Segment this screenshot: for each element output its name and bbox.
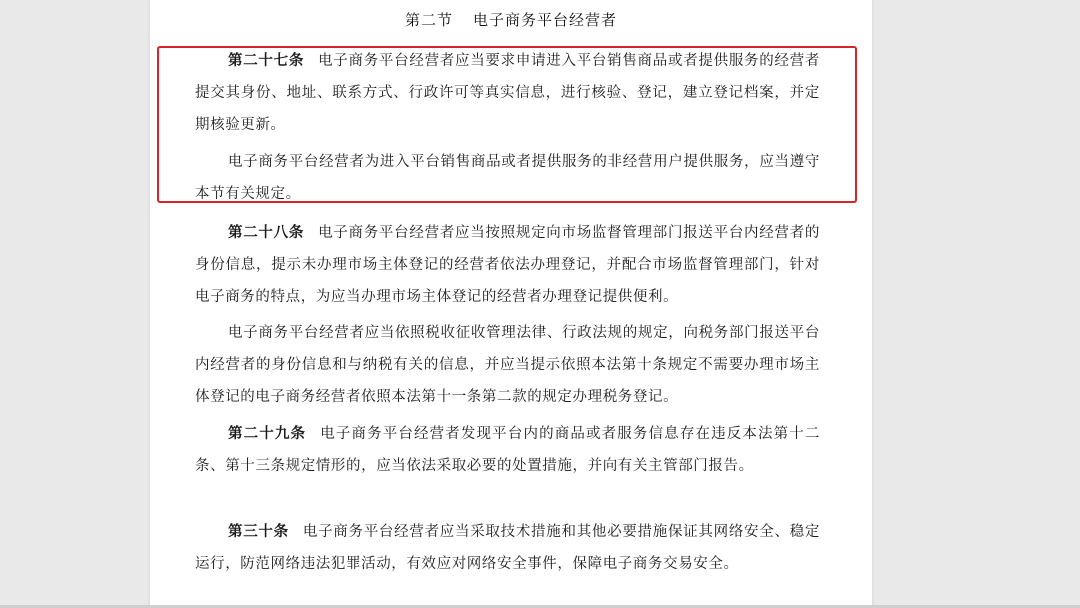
article-28-paragraph-1 [195,217,820,313]
article-28-paragraph-2 [195,317,820,413]
article-number: 第三十条 [228,524,289,540]
article-30-paragraph [195,516,820,580]
section-heading [150,9,872,30]
article-27-paragraph-2 [195,146,820,210]
article-number: 第二十八条 [228,225,305,241]
article-number: 第二十九条 [228,426,307,442]
section-title: 电子商务平台经营者 [473,11,618,29]
article-text: 电子商务平台经营者应当要求申请进入平台销售商品或者提供服务的经营者提交其身份、地址、联系方式、行政许可等真实信息，进行核验、登记，建立登记档案，并定期核验更新。 [195,53,821,133]
article-text: 电子商务平台经营者为进入平台销售商品或者提供服务的非经营用户提供服务，应当遵守本节有关规定。 [195,154,820,202]
article-number: 第二十七条 [228,53,305,69]
article-29-paragraph [195,418,820,482]
article-27-paragraph-1 [195,45,820,141]
section-number: 第二节 [404,11,453,29]
article-text: 电子商务平台经营者应当采取技术措施和其他必要措施保证其网络安全、稳定运行，防范网络违法犯罪活动，有效应对网络安全事件，保障电子商务交易安全。 [195,524,820,572]
article-text: 电子商务平台经营者应当依照税收征收管理法律、行政法规的规定，向税务部门报送平台内经营者的身份信息和与纳税有关的信息，并应当提示依照本法第十条规定不需要办理市场主体登记的电子商务经营者依照本法第十一条第二款的规定办理税务登记。 [195,325,820,405]
article-text: 电子商务平台经营者应当按照规定向市场监督管理部门报送平台内经营者的身份信息，提示未办理市场主体登记的经营者依法办理登记，并配合市场监督管理部门，针对电子商务的特点，为应当办理市场主体登记的经营者办理登记提供便利。 [195,225,821,305]
article-text: 电子商务平台经营者发现平台内的商品或者服务信息存在违反本法第十二条、第十三条规定情形的，应当依法采取必要的处置措施，并向有关主管部门报告。 [195,426,821,474]
document-page [150,0,872,608]
